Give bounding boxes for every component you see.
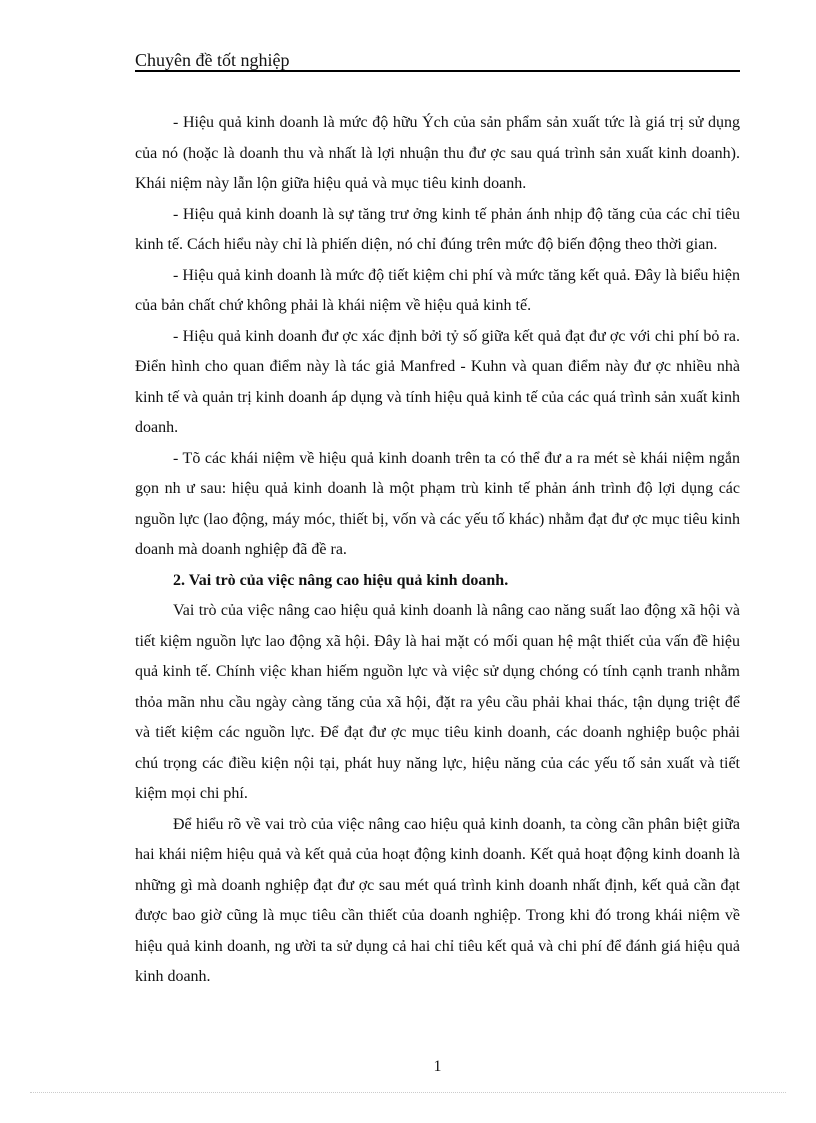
page-header-title: Chuyên đề tốt nghiệp [135, 50, 290, 70]
paragraph: - Hiệu quả kinh doanh đư ợc xác định bởi tỷ số giữa kết quả đạt đư ợc với chi phí bỏ ra. Điển hình cho quan điểm này là tác giả Manfred - Kuhn và quan điểm này đư ợc nhiều nhà kinh tế và quản trị kinh doanh áp dụng và tính hiệu quả kinh tế của các quá trình sản xuất kinh doanh. [135, 327, 740, 436]
paragraph: - Hiệu quả kinh doanh là sự tăng trư ởng kinh tế phản ánh nhịp độ tăng của các chỉ tiêu kinh tế. Cách hiểu này chỉ là phiến diện, nó chỉ đúng trên mức độ biến động theo thời gian. [135, 205, 740, 253]
header-divider [135, 70, 740, 72]
paragraph: Để hiểu rõ về vai trò của việc nâng cao hiệu quả kinh doanh, ta còng cần phân biệt giữa hai khái niệm hiệu quả và kết quả của hoạt động kinh doanh. Kết quả hoạt động kinh doanh là những gì mà doanh nghiệp đạt đư ợc sau mét quá trình kinh doanh nhất định, kết quả cần đạt được bao giờ cũng là mục tiêu cần thiết của doanh nghiệp. Trong khi đó trong khái niệm về hiệu quả kinh doanh, ng ười ta sử dụng cả hai chỉ tiêu kết quả và chi phí để đánh giá hiệu quả kinh doanh. [135, 815, 740, 985]
paragraph: - Tõ các khái niệm về hiệu quả kinh doanh trên ta có thể đư a ra mét sè khái niệm ngắn gọn nh ư sau: hiệu quả kinh doanh là một phạm trù kinh tế phản ánh trình độ lợi dụng các nguồn lực (lao động, máy móc, thiết bị, vốn và các yếu tố khác) nhằm đạt đư ợc mục tiêu kinh doanh mà doanh nghiệp đã đề ra. [135, 449, 740, 558]
page-number: 1 [433, 1058, 442, 1075]
page-bottom-divider [30, 1092, 786, 1093]
paragraph: Vai trò của việc nâng cao hiệu quả kinh doanh là nâng cao năng suất lao động xã hội và tiết kiệm nguồn lực lao động xã hội. Đây là hai mặt có mối quan hệ mật thiết của vấn đề hiệu quả kinh tế. Chính việc khan hiếm nguồn lực và việc sử dụng chóng có tính cạnh tranh nhằm thỏa mãn nhu cầu ngày càng tăng của xã hội, đặt ra yêu cầu phải khai thác, tận dụng triệt để và tiết kiệm các nguồn lực. Để đạt đư ợc mục tiêu kinh doanh, các doanh nghiệp buộc phải chú trọng các điều kiện nội tại, phát huy năng lực, hiệu năng của các yếu tố sản xuất và tiết kiệm mọi chi phí. [135, 602, 740, 802]
paragraph: - Hiệu quả kinh doanh là mức độ tiết kiệm chi phí và mức tăng kết quả. Đây là biểu hiện của bản chất chứ không phải là khái niệm về hiệu quả kinh tế. [135, 266, 740, 314]
document-body [135, 108, 740, 993]
paragraph: - Hiệu quả kinh doanh là mức độ hữu Ých của sản phẩm sản xuất tức là giá trị sử dụng của nó (hoặc là doanh thu và nhất là lợi nhuận thu đư ợc sau quá trình sản xuất kinh doanh). Khái niệm này lẫn lộn giữa hiệu quả và mục tiêu kinh doanh. [135, 114, 740, 192]
section-heading: 2. Vai trò của việc nâng cao hiệu quả kinh doanh. [173, 571, 509, 589]
